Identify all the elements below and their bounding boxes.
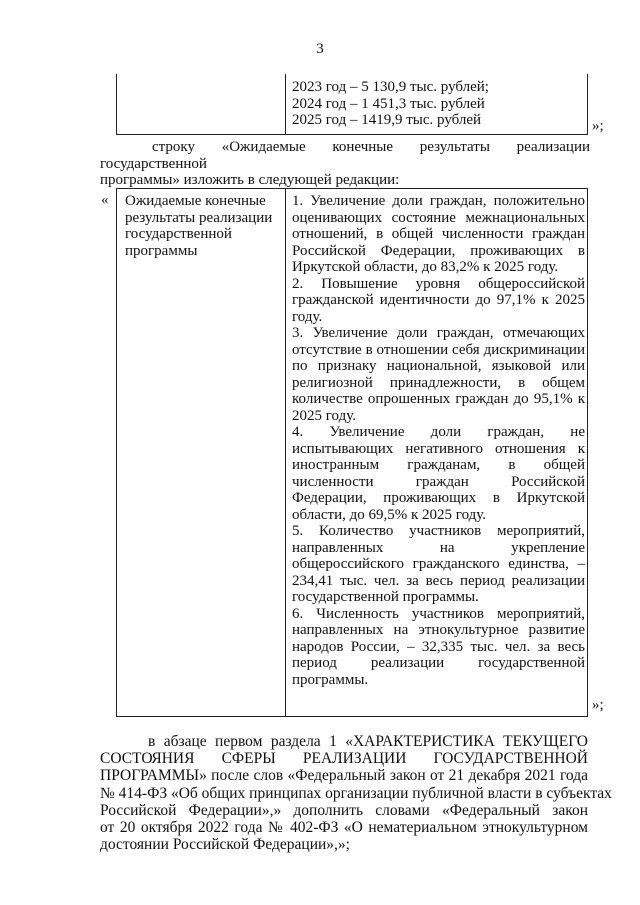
- result-item: 5. Количество участников мероприятий, направленных на укрепление общероссийского гражданского единства, – 234,41 тыс. чел. за весь период реализации государственной программы.: [292, 523, 585, 605]
- paragraph-line: от 20 октября 2022 года № 402-ФЗ «О нематериальном этнокультурном: [100, 819, 588, 837]
- page-number: 3: [316, 41, 324, 57]
- result-item: 4. Увеличение доли граждан, не испытывающих негативного отношения к иностранным гражданам, в общей численности граждан Российской Федерации, проживающих в Иркутской области, до 69,5% к 2025 году.: [292, 424, 585, 523]
- intro-line: программы» изложить в следующей редакции:: [100, 172, 400, 188]
- intro-line: строку «Ожидаемые конечные результаты реализации государственной: [100, 139, 590, 172]
- paragraph-line: № 414-ФЗ «Об общих принципах организации публичной власти в субъектах: [100, 784, 612, 802]
- paragraph-line: Российской Федерации»,» дополнить словами «Федеральный закон: [100, 801, 588, 819]
- funding-line-2024: 2024 год – 1 451,3 тыс. рублей: [292, 95, 485, 112]
- intro-paragraph: [100, 139, 590, 189]
- expected-results-table: [116, 188, 588, 717]
- closing-quote-mark: »;: [592, 118, 604, 134]
- table-column-divider: [285, 189, 286, 716]
- closing-quote-mark: »;: [592, 697, 604, 713]
- funding-line-2025: 2025 год – 1419,9 тыс. рублей: [292, 112, 482, 128]
- paragraph-line: СОСТОЯНИЯ СФЕРЫ РЕАЛИЗАЦИИ ГОСУДАРСТВЕННОЙ: [100, 750, 588, 768]
- funding-lines: [292, 79, 489, 129]
- row-header-cell: Ожидаемые конечные результаты реализации государственной программы: [125, 193, 273, 259]
- funding-table-fragment: [116, 74, 588, 135]
- paragraph-line: ПРОГРАММЫ» после слов «Федеральный закон от 21 декабря 2021 года: [100, 767, 588, 785]
- result-item: 6. Численность участников мероприятий, направленных на этнокультурное развитие народов России, – 32,335 тыс. чел. за весь период реализации государственной программы.: [292, 605, 585, 688]
- closing-paragraph: [100, 733, 612, 854]
- result-item: 3. Увеличение доли граждан, отмечающих отсутствие в отношении себя дискриминации по признаку национальной, языковой или религиозной принадлежности, в общем количестве опрошенных граждан до 95,1% к 2025 году.: [292, 325, 585, 424]
- paragraph-line: достоянии Российской Федерации»,»;: [100, 836, 350, 854]
- result-item: 1. Увеличение доли граждан, положительно оценивающих состояние межнациональных отношений, в общей численности граждан Российской Федерации, проживающих в Иркутской области, до 83,2% к 2025 году.: [292, 193, 585, 275]
- funding-line-2023: 2023 год – 5 130,9 тыс. рублей;: [292, 79, 489, 95]
- result-item: 2. Повышение уровня общероссийской гражданской идентичности до 97,1% к 2025 году.: [292, 275, 585, 325]
- table-column-divider: [285, 74, 286, 134]
- opening-quote-mark: «: [101, 192, 109, 208]
- results-cell: [292, 193, 585, 688]
- paragraph-line: в абзаце первом раздела 1 «ХАРАКТЕРИСТИКА ТЕКУЩЕГО: [148, 733, 588, 750]
